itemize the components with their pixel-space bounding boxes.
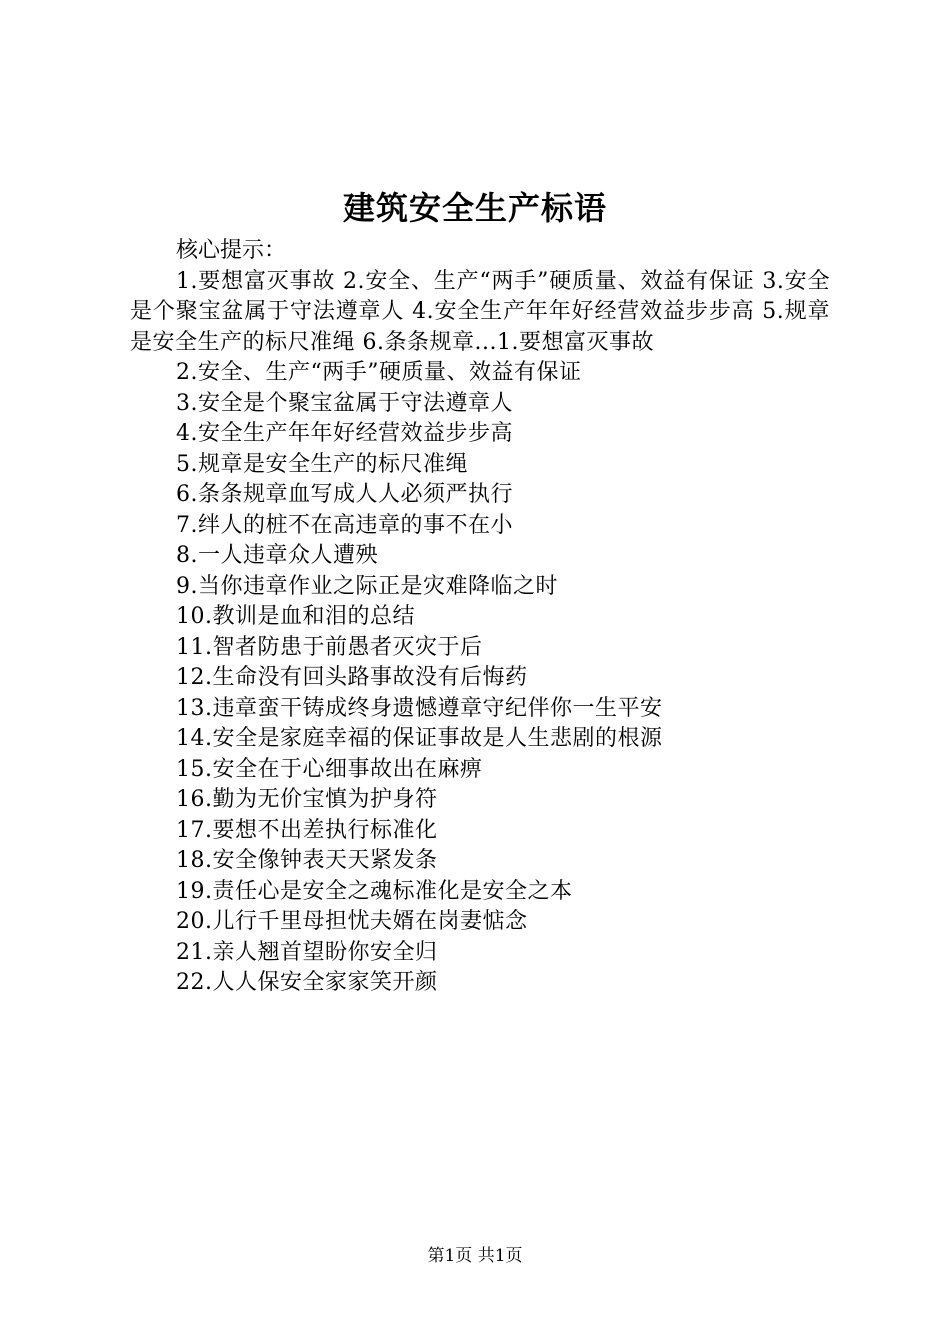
slogan-item: 11.智者防患于前愚者灭灾于后 [176,634,483,660]
slogan-item: 10.教训是血和泪的总结 [176,604,415,629]
page-footer: 第1页 共1页 [427,1246,523,1266]
document-body [130,236,830,999]
slogan-list [130,358,830,999]
slogan-item: 3.安全是个聚宝盆属于守法遵章人 [176,390,513,416]
hint-label: 核心提示： [176,238,287,263]
slogan-item: 22.人人保安全家家笑开颜 [176,970,438,995]
slogan-item: 5.规章是安全生产的标尺准绳 [176,451,468,477]
slogan-item: 13.违章蛮干铸成终身遗憾遵章守纪伴你一生平安 [176,695,663,721]
slogan-item: 21.亲人翘首望盼你安全归 [176,939,438,965]
slogan-item: 15.安全在于心细事故出在麻痹 [176,756,483,782]
slogan-item: 12.生命没有回头路事故没有后悔药 [176,665,528,690]
slogan-item: 18.安全像钟表天天紧发条 [176,848,438,873]
slogan-item: 9.当你违章作业之际正是灾难降临之时 [176,573,558,599]
slogan-item: 4.安全生产年年好经营效益步步高 [176,421,513,446]
slogan-item: 20.儿行千里母担忧夫婿在岗妻惦念 [176,909,528,934]
slogan-item: 16.勤为无价宝慎为护身符 [176,787,438,812]
summary-paragraph: 1.要想富灭事故 2.安全、生产“两手”硬质量、效益有保证 3.安全是个聚宝盆属于守法遵章人 4.安全生产年年好经营效益步步高 5.规章是安全生产的标尺准绳 6.条条规章...1.要想富灭事故 [130,268,830,355]
slogan-item: 14.安全是家庭幸福的保证事故是人生悲剧的根源 [176,726,663,751]
slogan-item: 19.责任心是安全之魂标准化是安全之本 [176,878,573,904]
slogan-item: 2.安全、生产“两手”硬质量、效益有保证 [176,360,582,385]
document-title: 建筑安全生产标语 [342,189,607,227]
slogan-item: 8.一人违章众人遭殃 [176,543,378,568]
slogan-item: 6.条条规章血写成人人必须严执行 [176,482,513,507]
slogan-item: 7.绊人的桩不在高违章的事不在小 [176,512,513,538]
slogan-item: 17.要想不出差执行标准化 [176,817,438,843]
